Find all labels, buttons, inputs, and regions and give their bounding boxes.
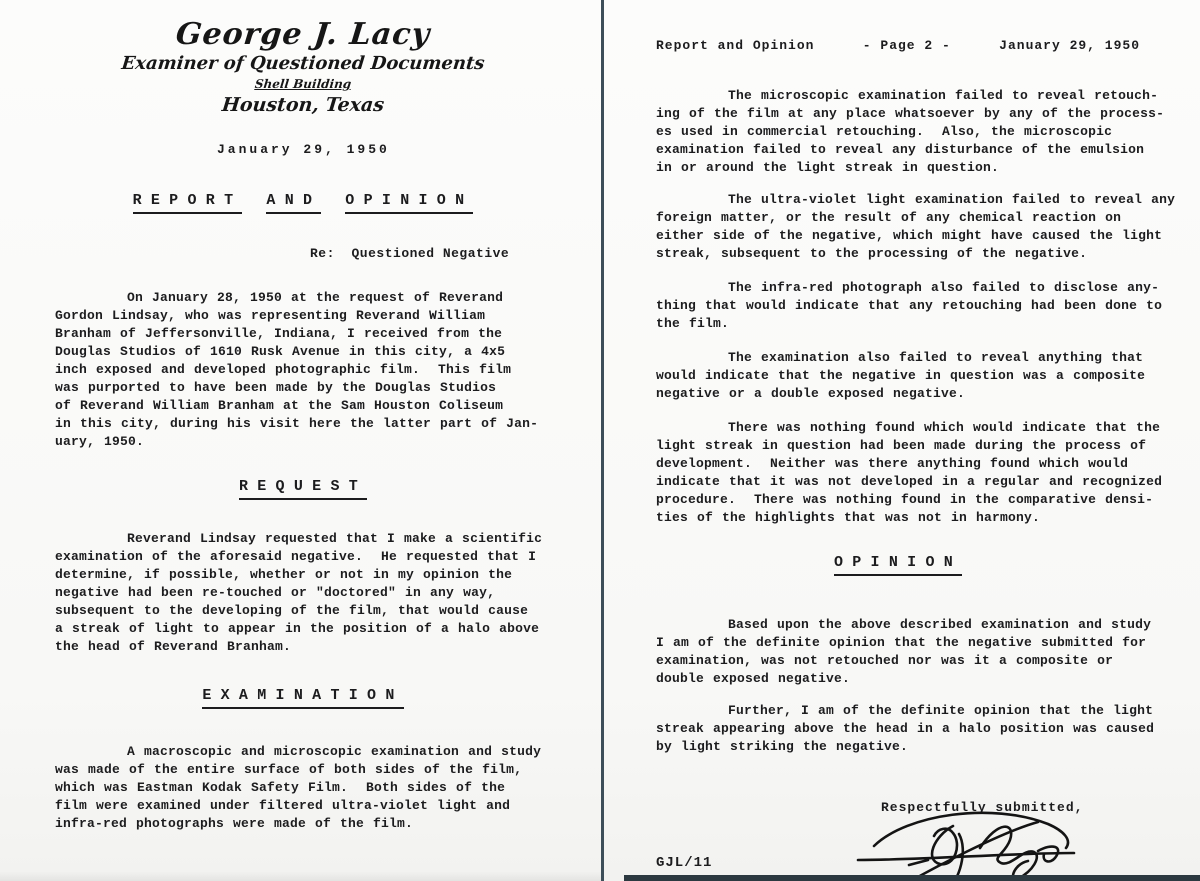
typed-line: es used in commercial retouching. Also, the microscopic bbox=[656, 124, 1113, 139]
report-page-2 bbox=[604, 0, 1200, 881]
typed-line: ing of the film at any place whatsoever by any of the process- bbox=[656, 106, 1165, 121]
header-document-title: Report and Opinion bbox=[656, 38, 815, 53]
paragraph-opinion-1 bbox=[656, 616, 1152, 688]
typed-line: uary, 1950. bbox=[55, 434, 145, 449]
typed-line: I am of the definite opinion that the negative submitted for bbox=[656, 635, 1147, 650]
heading-word: OPINION bbox=[834, 554, 962, 576]
typed-line: ties of the highlights that was not in harmony. bbox=[656, 510, 1041, 525]
typed-line: thing that would indicate that any retouching had been done to bbox=[656, 298, 1163, 313]
typed-line: a streak of light to appear in the position of a halo above bbox=[55, 621, 540, 636]
paragraph-development bbox=[656, 419, 1163, 527]
report-and-opinion-heading bbox=[55, 191, 551, 214]
letterhead-title: Examiner of Questioned Documents bbox=[120, 53, 486, 74]
typed-line: streak, subsequent to the processing of the negative. bbox=[656, 246, 1088, 261]
header-date: January 29, 1950 bbox=[999, 38, 1140, 53]
typed-line: There was nothing found which would indicate that the bbox=[656, 420, 1161, 435]
typed-line: Further, I am of the definite opinion that the light bbox=[656, 703, 1154, 718]
paragraph-infrared bbox=[656, 279, 1163, 333]
typed-line: by light striking the negative. bbox=[656, 739, 909, 754]
typed-line: A macroscopic and microscopic examination and study bbox=[55, 744, 542, 759]
typed-line: Gordon Lindsay, who was representing Reverand William bbox=[55, 308, 486, 323]
heading-word: REPORT bbox=[133, 192, 243, 214]
paragraph-examination bbox=[55, 743, 551, 833]
typed-line: development. Neither was there anything found which would bbox=[656, 456, 1129, 471]
typed-line: The examination also failed to reveal anything that bbox=[656, 350, 1144, 365]
typed-line: foreign matter, or the result of any chemical reaction on bbox=[656, 210, 1122, 225]
letterhead bbox=[55, 18, 551, 118]
typed-line: the film. bbox=[656, 316, 730, 331]
typed-line: Reverand Lindsay requested that I make a scientific bbox=[55, 531, 543, 546]
typed-line: light streak in question had been made during the process of bbox=[656, 438, 1147, 453]
date-line: January 29, 1950 bbox=[217, 142, 390, 157]
typed-line: was made of the entire surface of both sides of the film, bbox=[55, 762, 523, 777]
typed-line: streak appearing above the head in a halo position was caused bbox=[656, 721, 1155, 736]
typed-line: infra-red photographs were made of the film. bbox=[55, 816, 414, 831]
header-page-number: - Page 2 - bbox=[862, 38, 951, 53]
typed-line: Based upon the above described examination and study bbox=[656, 617, 1152, 632]
typed-line: was purported to have been made by the Douglas Studios bbox=[55, 380, 497, 395]
typed-line: examination of the aforesaid negative. He requested that I bbox=[55, 549, 537, 564]
typed-line: film were examined under filtered ultra-violet light and bbox=[55, 798, 511, 813]
opinion-heading bbox=[656, 553, 1140, 576]
typed-line: subsequent to the developing of the film, that would cause bbox=[55, 603, 529, 618]
typed-line: would indicate that the negative in question was a composite bbox=[656, 368, 1146, 383]
typed-line: the head of Reverand Branham. bbox=[55, 639, 292, 654]
closing-line: Respectfully submitted, bbox=[881, 800, 1084, 815]
typed-line: The microscopic examination failed to reveal retouch- bbox=[656, 88, 1159, 103]
letterhead-building: Shell Building bbox=[254, 77, 352, 91]
typed-line: On January 28, 1950 at the request of Reverand bbox=[55, 290, 504, 305]
re-subject-line: Re: Questioned Negative bbox=[310, 246, 510, 261]
typed-line: either side of the negative, which might have caused the light bbox=[656, 228, 1163, 243]
paragraph-composite bbox=[656, 349, 1146, 403]
typed-line: in or around the light streak in question. bbox=[656, 160, 1000, 175]
signature-george-j-lacy bbox=[852, 802, 1112, 881]
typist-initials: GJL/11 bbox=[656, 855, 713, 871]
scan-edge-artifact bbox=[624, 875, 1200, 881]
request-heading bbox=[55, 477, 551, 500]
typed-line: double exposed negative. bbox=[656, 671, 851, 686]
typed-line: in this city, during his visit here the latter part of Jan- bbox=[55, 416, 539, 431]
typed-line: indicate that it was not developed in a regular and recognized bbox=[656, 474, 1163, 489]
examination-heading bbox=[55, 686, 551, 709]
typed-line: procedure. There was nothing found in the comparative densi- bbox=[656, 492, 1154, 507]
letterhead-name: George J. Lacy bbox=[174, 17, 432, 52]
typed-line: Douglas Studios of 1610 Rusk Avenue in this city, a 4x5 bbox=[55, 344, 506, 359]
typed-line: which was Eastman Kodak Safety Film. Both sides of the bbox=[55, 780, 506, 795]
paragraph-request bbox=[55, 530, 551, 656]
typed-line: The ultra-violet light examination failed to reveal any bbox=[656, 192, 1176, 207]
typed-line: of Reverand William Branham at the Sam Houston Coliseum bbox=[55, 398, 504, 413]
paragraph-opinion-2 bbox=[656, 702, 1155, 756]
paragraph-ultraviolet bbox=[656, 191, 1176, 263]
paragraph-introduction bbox=[55, 289, 551, 451]
heading-word: REQUEST bbox=[239, 478, 367, 500]
heading-word: EXAMINATION bbox=[202, 687, 403, 709]
typed-line: negative had been re-touched or "doctored" in any way, bbox=[55, 585, 496, 600]
heading-word: OPINION bbox=[345, 192, 473, 214]
letterhead-city: Houston, Texas bbox=[220, 94, 386, 116]
typed-line: negative or a double exposed negative. bbox=[656, 386, 966, 401]
typed-line: examination failed to reveal any disturbance of the emulsion bbox=[656, 142, 1145, 157]
typed-line: determine, if possible, whether or not in my opinion the bbox=[55, 567, 513, 582]
paragraph-microscopic bbox=[656, 87, 1165, 177]
heading-word: AND bbox=[266, 192, 321, 214]
typed-line: The infra-red photograph also failed to disclose any- bbox=[656, 280, 1160, 295]
page-2-header bbox=[656, 38, 1140, 53]
typed-line: inch exposed and developed photographic film. This film bbox=[55, 362, 512, 377]
typed-line: examination, was not retouched nor was it a composite or bbox=[656, 653, 1114, 668]
typed-line: Branham of Jeffersonville, Indiana, I received from the bbox=[55, 326, 503, 341]
